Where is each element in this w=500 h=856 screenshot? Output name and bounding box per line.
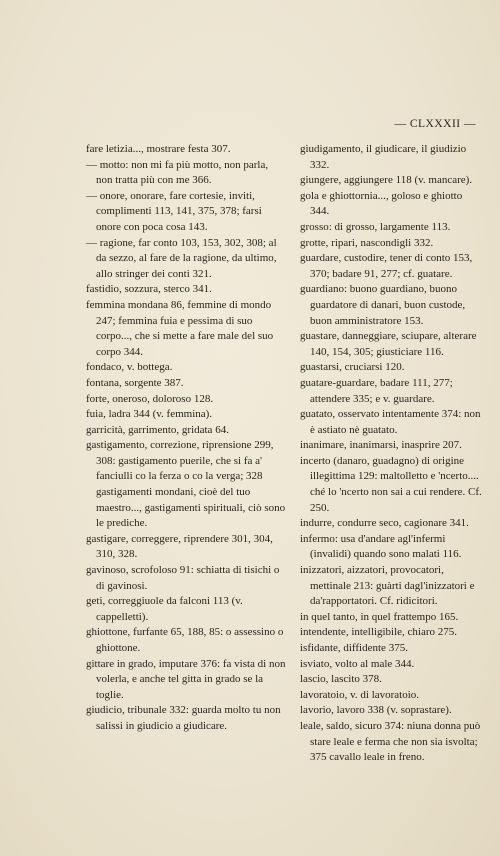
glossary-entry: infermo: usa d'andare agl'infermi (invalidi) quando sono malati 116. xyxy=(300,532,462,561)
glossary-entry: inizzatori, aizzatori, provocatori, mettinale 213: guàrti dagl'inizzatori e da'rapportatori. Cf. ridicitori. xyxy=(300,564,475,608)
glossary-entry: giudigamento, il giudicare, il giudizio 332. xyxy=(300,143,467,171)
glossary-entry: lascio, lascito 378. xyxy=(300,673,382,686)
glossary-entry: guardare, custodire, tener di conto 153, 370; badare 91, 277; cf. guatare. xyxy=(300,252,473,280)
glossary-entry: fontana, sorgente 387. xyxy=(86,376,184,389)
glossary-entry: giungere, aggiungere 118 (v. mancare). xyxy=(300,174,473,187)
glossary-entry: fondaco, v. bottega. xyxy=(86,361,173,374)
glossary-entry: in quel tanto, in quel frattempo 165. xyxy=(300,610,459,623)
glossary-entry: ghiottone, furfante 65, 188, 85: o assessino o ghiottone. xyxy=(86,626,284,654)
glossary-entry: garricità, garrimento, gridata 64. xyxy=(86,423,229,436)
glossary-entry: giudicio, tribunale 332: guarda molto tu non salissi in giudicio a giudicare. xyxy=(86,704,281,732)
glossary-entry: guastare, danneggiare, sciupare, alterare 140, 154, 305; giusticiare 116. xyxy=(300,330,477,358)
glossary-entry: — motto: non mi fa più motto, non parla, non tratta più con me 366. xyxy=(86,158,269,187)
glossary-entry: indurre, condurre seco, cagionare 341. xyxy=(300,517,469,530)
glossary-entry: geti, correggiuole da falconi 113 (v. cappelletti). xyxy=(86,595,243,623)
glossary-entry: gastigare, correggere, riprendere 301, 304, 310, 328. xyxy=(86,532,273,561)
page-number: — CLXXXII — xyxy=(394,118,476,130)
glossary-entry: isfidante, diffidente 375. xyxy=(300,642,408,654)
glossary-entry: lavorio, lavoro 338 (v. soprastare). xyxy=(300,704,452,717)
glossary-entry: isviato, volto al male 344. xyxy=(300,657,415,670)
glossary-entry: grotte, ripari, nascondigli 332. xyxy=(300,236,434,249)
glossary-entry: leale, saldo, sicuro 374: niuna donna può stare leale e ferma che non sia isvolta; 375 cavallo leale in freno. xyxy=(300,719,481,764)
glossary-entry: guatare-guardare, badare 111, 277; attendere 335; e v. guardare. xyxy=(300,376,453,405)
glossary-entry: guatato, osservato intentamente 374: non è astiato nè guatato. xyxy=(300,408,481,436)
glossary-entry: gavinoso, scrofoloso 91: schiatta di tisichi o di gavinosi. xyxy=(86,564,280,592)
glossary-entry: — onore, onorare, fare cortesie, inviti, complimenti 113, 141, 375, 378; farsi onore con poca cosa 143. xyxy=(86,189,262,233)
glossary-entry: fastidio, sozzura, sterco 341. xyxy=(86,283,212,296)
glossary-entry: lavoratoio, v. di lavoratoio. xyxy=(300,688,420,701)
glossary-entry: fare letizia..., mostrare festa 307. xyxy=(86,143,231,155)
glossary-entry: gittare in grado, imputare 376: fa vista di non volerla, e anche tel gitta in grado se la toglie. xyxy=(86,657,286,701)
right-column xyxy=(300,142,482,766)
glossary-entry: forte, oneroso, doloroso 128. xyxy=(86,392,214,405)
glossary-entry: gola e ghiottornia..., goloso e ghiotto 344. xyxy=(300,189,463,218)
glossary-entry: grosso: di grosso, largamente 113. xyxy=(300,220,451,233)
glossary-entry: guardiano: buono guardiano, buono guardatore di danari, buon custode, buon amministratore 153. xyxy=(300,283,466,327)
glossary-entry: — ragione, far conto 103, 153, 302, 308; al da sezzo, al fare de la ragione, da ultimo, allo stringer dei conti 321. xyxy=(86,236,277,280)
glossary-entry: inanimare, inanimarsi, inasprire 207. xyxy=(300,439,462,452)
glossary-entry: gastigamento, correzione, riprensione 299, 308: gastigamento puerile, che si fa a' fanciulli co la ferza o co la verga; 328 gastigamenti mondani, cioè del tuo maestro..., gastigamenti spirituali, ciò sono le prediche. xyxy=(86,439,286,530)
glossary-entry: fuia, ladra 344 (v. femmina). xyxy=(86,408,213,421)
glossary-entry: incerto (danaro, guadagno) di origine illegittima 129: maltolletto e 'ncerto.... ché lo 'ncerto non sai a cui rendere. Cf. 250. xyxy=(300,454,482,514)
glossary-entry: guastarsi, cruciarsi 120. xyxy=(300,361,405,374)
glossary-entry: intendente, intelligibile, chiaro 275. xyxy=(300,626,458,639)
glossary-entry: femmina mondana 86, femmine di mondo 247; femmina fuia e pessima di suo corpo..., che si mette a fare male del suo corpo 344. xyxy=(86,298,274,358)
left-column xyxy=(86,142,286,735)
